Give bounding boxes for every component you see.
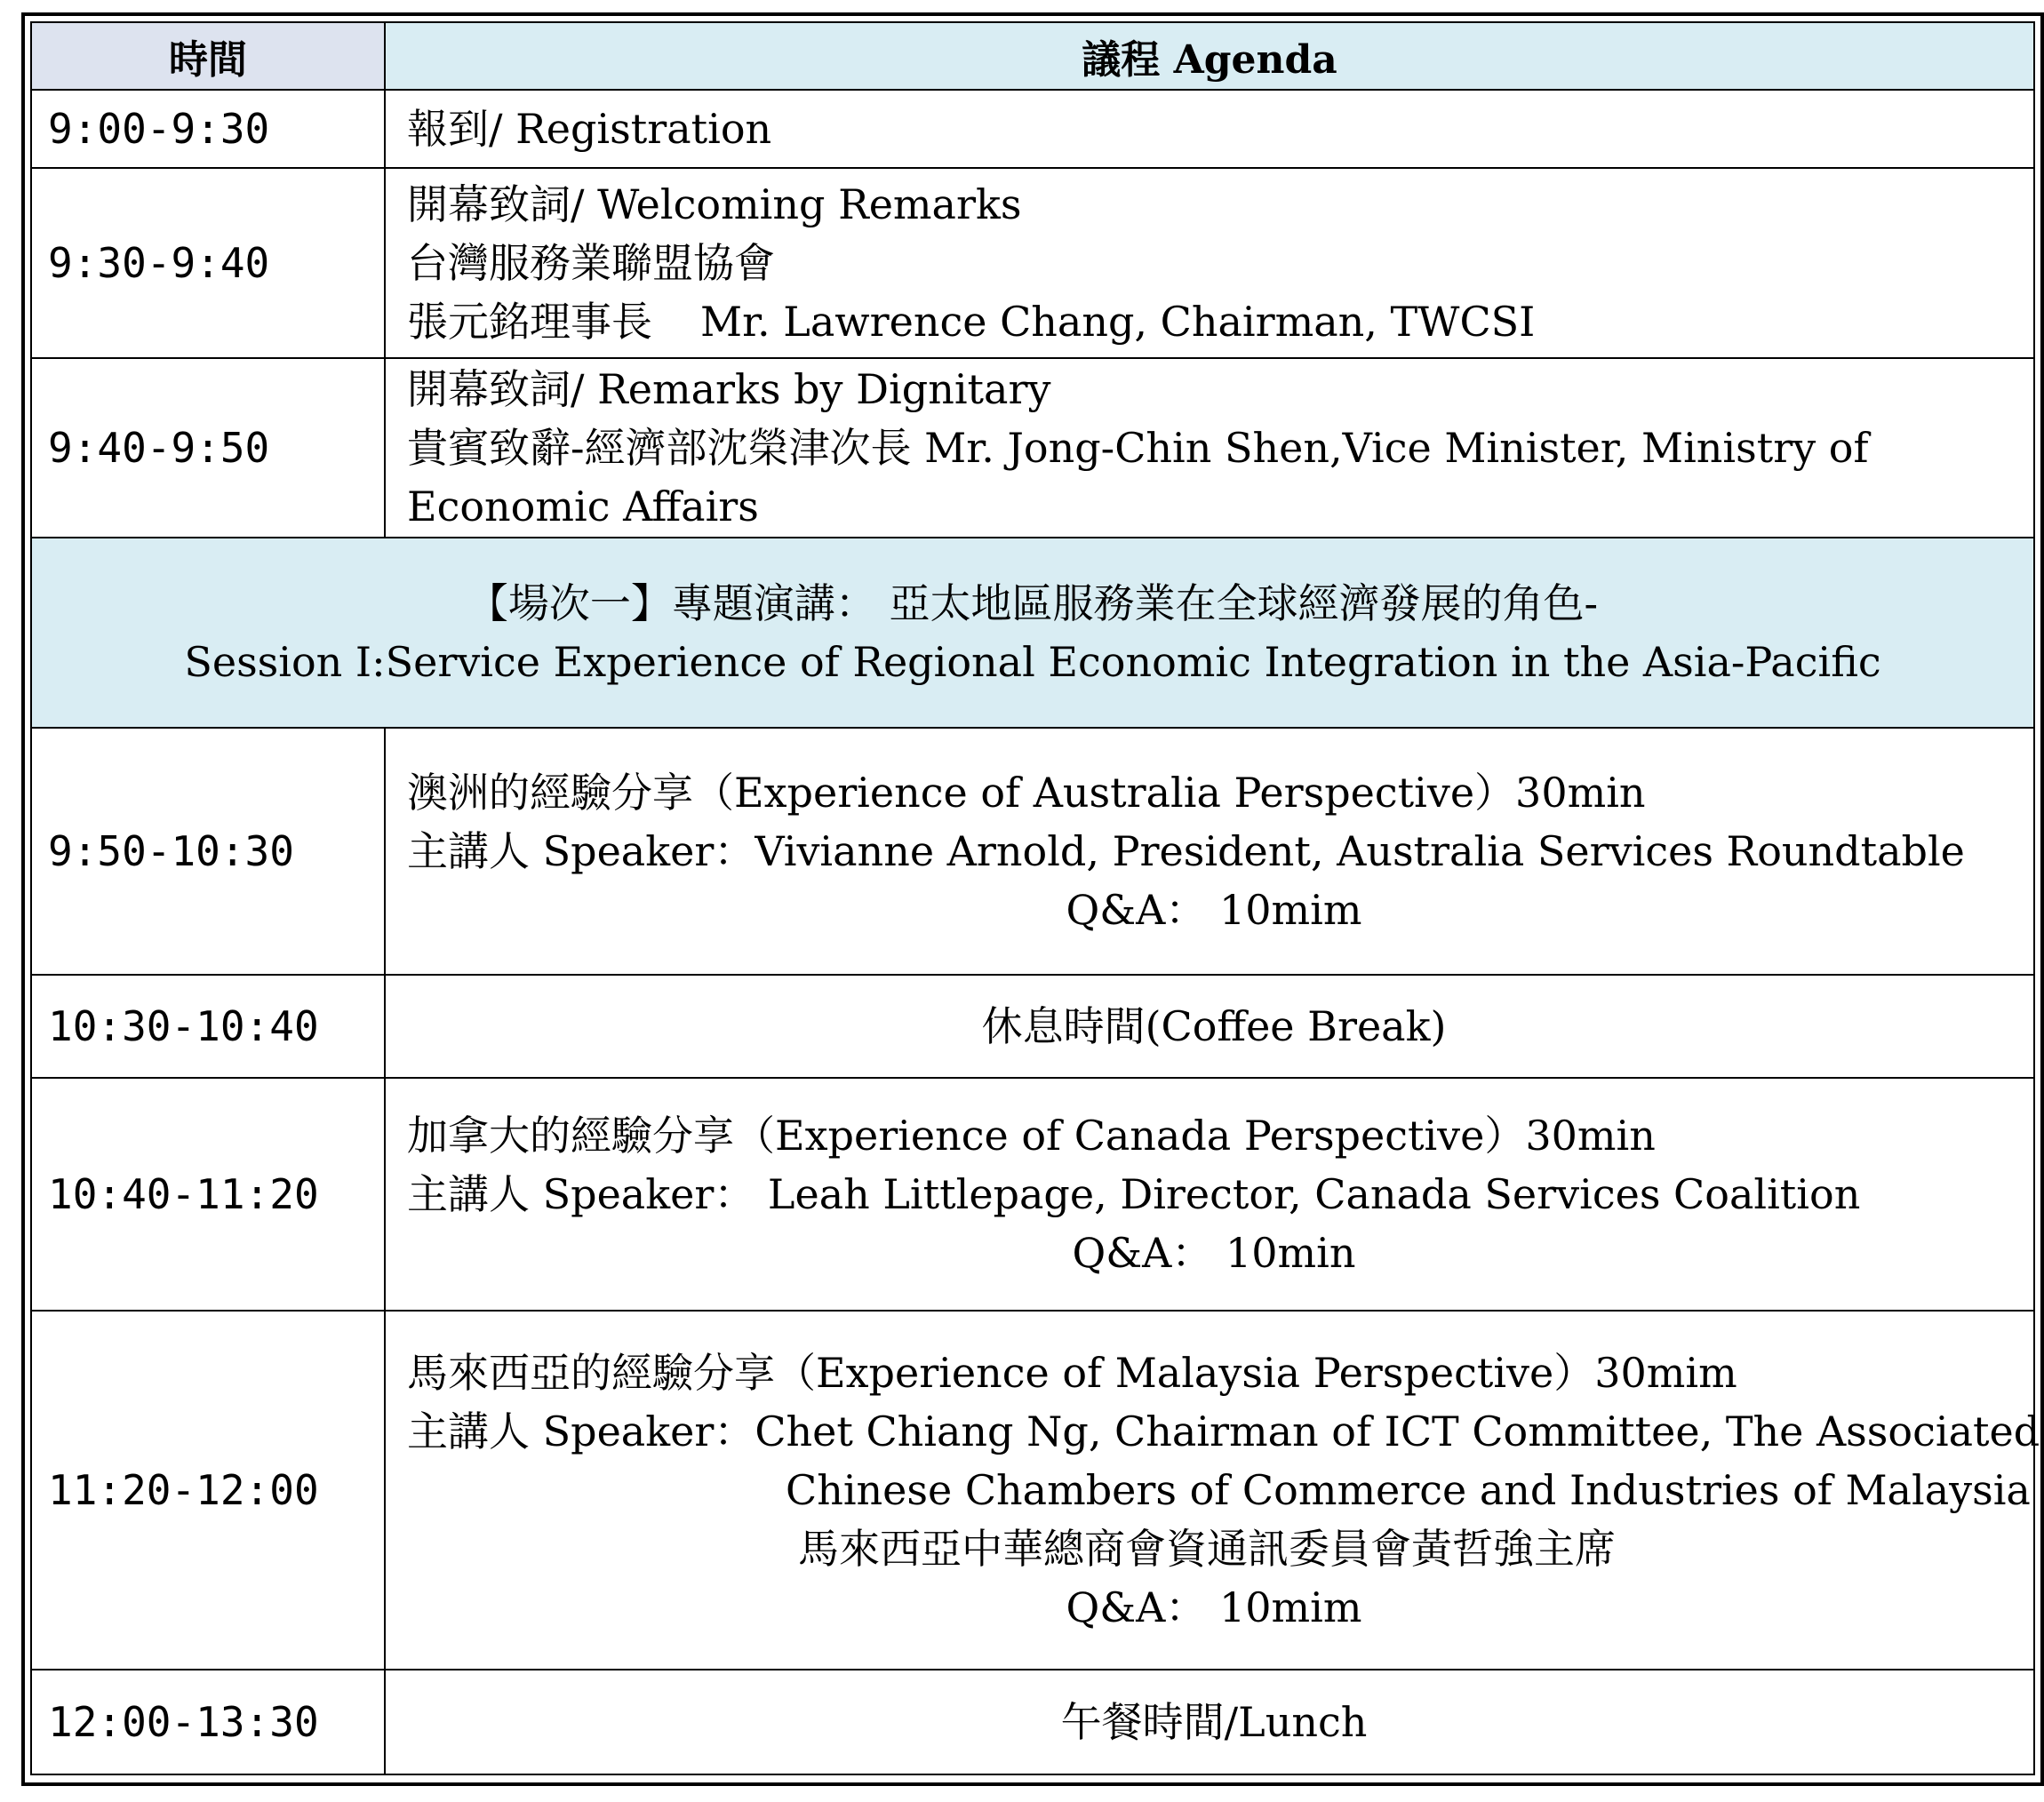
table-row — [31, 358, 2034, 538]
table-row — [31, 1670, 2034, 1774]
agenda-cell — [385, 168, 2034, 358]
agenda-table — [30, 21, 2040, 1775]
agenda-line: 加拿大的經驗分享（Experience of Canada Perspective）30min — [407, 1112, 1656, 1160]
session-title-en: Session I:Service Experience of Regional Economic Integration in the Asia-Pacific — [184, 638, 1881, 686]
agenda-frame — [21, 12, 2044, 1786]
qa-line: Q&A： 10mim — [1066, 886, 1362, 934]
agenda-cell — [385, 975, 2034, 1078]
session-title-zh: 【場次一】專題演講： 亞太地區服務業在全球經濟發展的角色- — [467, 579, 1599, 627]
time-cell: 10:40-11:20 — [31, 1078, 385, 1311]
agenda-line: 貴賓致辭-經濟部沈榮津次長 Mr. Jong-Chin Shen,Vice Minister, Ministry of Economic Affairs — [407, 424, 1869, 530]
agenda-column-header: 議程 Agenda — [385, 22, 2034, 90]
agenda-line — [407, 292, 2021, 351]
agenda-line: 主講人 Speaker：Vivianne Arnold, President, Australia Services Roundtable — [407, 827, 1965, 875]
agenda-line: 開幕致詞/ Welcoming Remarks — [407, 180, 1022, 228]
time-cell: 9:40-9:50 — [31, 358, 385, 538]
table-row — [31, 90, 2034, 168]
agenda-line: 澳洲的經驗分享（Experience of Australia Perspective）30min — [407, 769, 1646, 817]
agenda-line: 午餐時間/Lunch — [1060, 1698, 1368, 1746]
time-cell: 9:30-9:40 — [31, 168, 385, 358]
agenda-line: 報到/ Registration — [407, 105, 772, 153]
table-row — [31, 1078, 2034, 1311]
time-cell: 11:20-12:00 — [31, 1311, 385, 1670]
time-cell: 9:50-10:30 — [31, 728, 385, 975]
time-cell: 9:00-9:30 — [31, 90, 385, 168]
agenda-line: 馬來西亞中華總商會資通訊委員會黃哲強主席 — [798, 1525, 1616, 1573]
agenda-cell — [385, 358, 2034, 538]
time-cell: 12:00-13:30 — [31, 1670, 385, 1774]
agenda-line: 台灣服務業聯盟協會 — [407, 239, 775, 287]
agenda-line: 主講人 Speaker： Leah Littlepage, Director, Canada Services Coalition — [407, 1170, 1861, 1218]
agenda-cell — [385, 728, 2034, 975]
agenda-cell — [385, 1311, 2040, 1670]
speaker-name-en: Mr. Lawrence Chang, Chairman, TWCSI — [700, 298, 1536, 346]
table-row — [31, 168, 2034, 358]
header-row — [31, 22, 2034, 90]
agenda-line: Chinese Chambers of Commerce and Industries of Malaysia — [786, 1466, 2031, 1514]
session-row — [31, 538, 2034, 728]
table-row — [31, 728, 2034, 975]
table-row — [31, 1311, 2034, 1670]
agenda-line: 休息時間(Coffee Break) — [981, 1002, 1447, 1050]
speaker-name-zh: 張元銘理事長 — [407, 298, 652, 346]
qa-line: Q&A： 10mim — [1066, 1583, 1362, 1631]
agenda-line: 主講人 Speaker：Chet Chiang Ng, Chairman of ICT Committee, The Associated — [407, 1407, 2040, 1455]
table-row — [31, 975, 2034, 1078]
qa-line: Q&A： 10min — [1072, 1229, 1356, 1277]
agenda-cell — [385, 90, 2034, 168]
time-cell: 10:30-10:40 — [31, 975, 385, 1078]
agenda-line: 馬來西亞的經驗分享（Experience of Malaysia Perspective）30mim — [407, 1349, 1737, 1397]
agenda-line: 開幕致詞/ Remarks by Dignitary — [407, 365, 1051, 413]
agenda-cell — [385, 1670, 2034, 1774]
agenda-cell — [385, 1078, 2034, 1311]
time-column-header: 時間 — [31, 22, 385, 90]
session-title-cell — [31, 538, 2034, 728]
